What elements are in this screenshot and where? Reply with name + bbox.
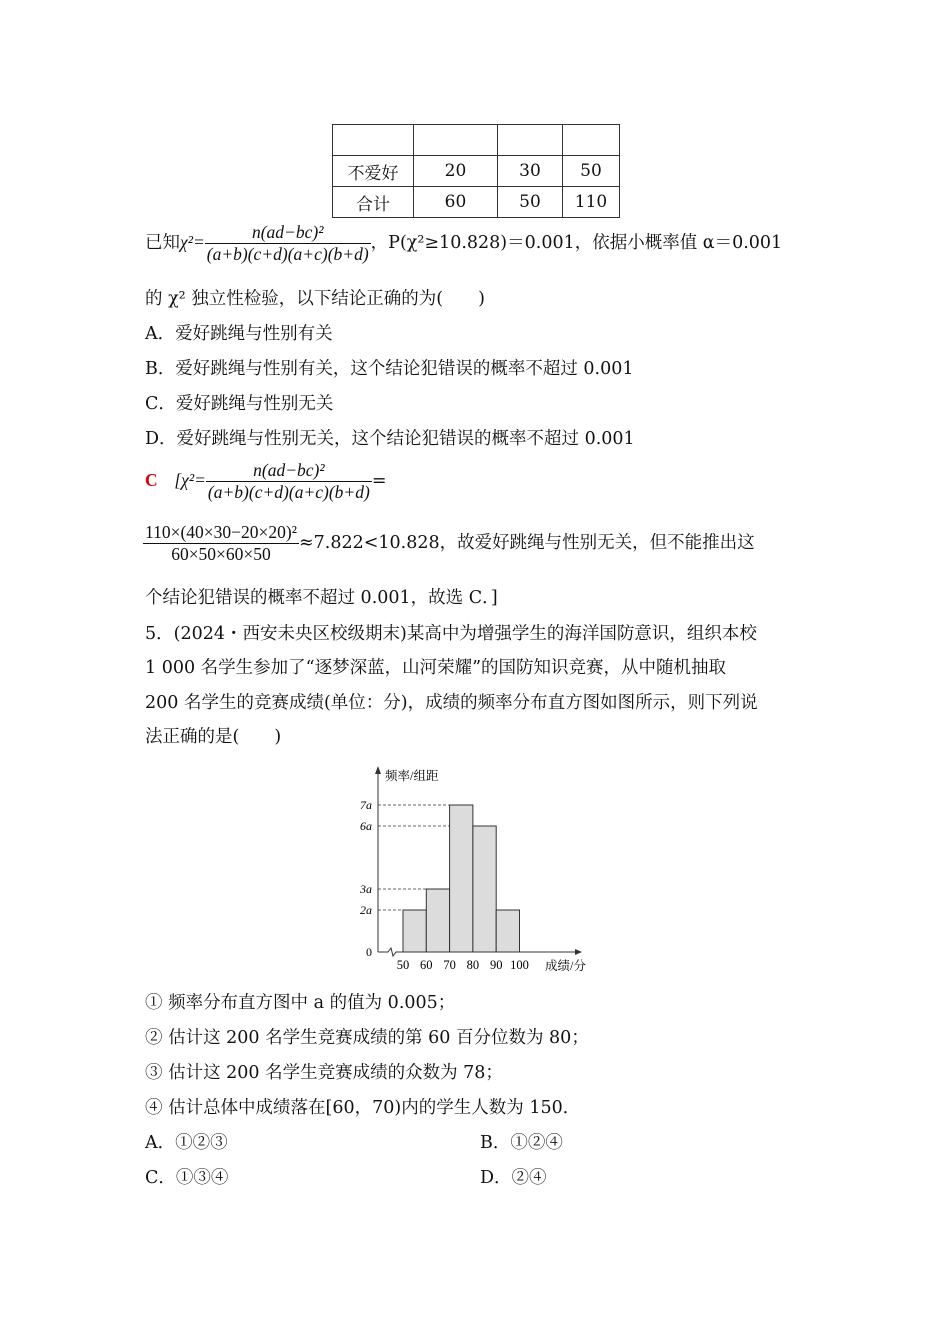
text: [χ²= [174, 470, 206, 490]
chi-symbol: χ²= [180, 232, 205, 252]
table-cell: 50 [563, 156, 620, 187]
option-d: D．爱好跳绳与性别无关，这个结论犯错误的概率不超过 0.001 [145, 429, 635, 449]
formula-fraction [206, 460, 372, 503]
statement-1: ① 频率分布直方图中 a 的值为 0.005； [145, 993, 456, 1013]
option-b: B．①②④ [480, 1133, 563, 1153]
table-cell: 110 [563, 187, 620, 218]
text: = [371, 471, 387, 491]
statement-3: ③ 估计这 200 名学生竞赛成绩的众数为 78； [145, 1063, 503, 1083]
x-axis-label: 成绩/分 [545, 959, 586, 973]
y-tick-label: 2a [360, 903, 372, 917]
text: ，P(χ²≥10.828)＝0.001，依据小概率值 α＝0.001 [370, 233, 783, 253]
histogram-bar [450, 805, 473, 952]
solution-line-3: 个结论犯错误的概率不超过 0.001，故选 C．] [145, 588, 498, 608]
numerator: 110×(40×30−20×20)² [145, 522, 297, 542]
question-text: 200 名学生的竞赛成绩(单位：分)，成绩的频率分布直方图如图所示，则下列说 [145, 693, 758, 713]
question-text: 1 000 名学生参加了“逐梦深蓝，山河荣耀”的国防知识竞赛，从中随机抽取 [145, 658, 727, 678]
solution-line-2 [143, 522, 755, 565]
table-row [333, 125, 620, 156]
y-tick-label: 3a [360, 882, 372, 896]
histogram-bar [426, 889, 449, 952]
histogram-bar [496, 910, 519, 952]
x-tick-label: 80 [466, 958, 480, 972]
y-axis-label: 频率/组距 [385, 769, 439, 783]
option-b: B．爱好跳绳与性别有关，这个结论犯错误的概率不超过 0.001 [145, 359, 634, 379]
table-cell: 20 [414, 156, 498, 187]
table-cell: 60 [414, 187, 498, 218]
question-text: 法正确的是( ) [145, 727, 282, 747]
histogram-bar [473, 826, 496, 952]
table-cell [498, 125, 563, 156]
statement-2: ② 估计这 200 名学生竞赛成绩的第 60 百分位数为 80； [145, 1028, 589, 1048]
option-c: C．爱好跳绳与性别无关 [145, 394, 334, 414]
y-tick-label: 0 [366, 945, 372, 959]
x-tick-label: 90 [489, 958, 503, 972]
table-cell [563, 125, 620, 156]
x-tick-label: 100 [510, 958, 529, 972]
denominator: (a+b)(c+d)(a+c)(b+d) [207, 482, 370, 502]
table-cell [333, 125, 414, 156]
question-text: 5．(2024・西安未央区校级期末)某高中为增强学生的海洋国防意识，组织本校 [145, 624, 757, 644]
table-row [333, 156, 620, 187]
calc-fraction [143, 522, 299, 565]
denominator: (a+b)(c+d)(a+c)(b+d) [206, 244, 369, 264]
table-cell: 50 [498, 187, 563, 218]
table-cell: 合计 [333, 187, 414, 218]
solution-line-1 [145, 460, 387, 503]
table-cell: 不爱好 [333, 156, 414, 187]
numerator: n(ad−bc)² [206, 460, 372, 482]
y-tick-label: 7a [360, 798, 372, 812]
denominator: 60×50×60×50 [171, 544, 271, 564]
contingency-table [332, 124, 620, 218]
y-axis-arrow-icon [375, 766, 381, 774]
chi-square-formula-line [145, 222, 782, 265]
y-tick-label: 6a [360, 819, 372, 833]
x-tick-label: 70 [443, 958, 456, 972]
histogram-bar [403, 910, 426, 952]
option-d: D．②④ [480, 1168, 547, 1188]
table-row [333, 187, 620, 218]
table-cell [414, 125, 498, 156]
table-cell: 30 [498, 156, 563, 187]
text: ≈7.822<10.828，故爱好跳绳与性别无关，但不能推出这 [298, 533, 755, 553]
answer-label: C [145, 470, 158, 490]
numerator: n(ad−bc)² [205, 222, 371, 244]
option-a: A．①②③ [145, 1133, 228, 1153]
x-axis-arrow-icon [575, 949, 582, 955]
statement-4: ④ 估计总体中成绩落在[60，70)内的学生人数为 150． [145, 1098, 581, 1118]
x-tick-label: 60 [420, 958, 433, 972]
option-c: C．①③④ [145, 1168, 229, 1188]
formula-fraction [205, 222, 371, 265]
text: 已知 [145, 233, 180, 253]
frequency-histogram [350, 760, 610, 980]
x-tick-label: 50 [396, 958, 410, 972]
question-text: 的 χ² 独立性检验，以下结论正确的为( ) [145, 289, 485, 309]
option-a: A．爱好跳绳与性别有关 [145, 324, 333, 344]
